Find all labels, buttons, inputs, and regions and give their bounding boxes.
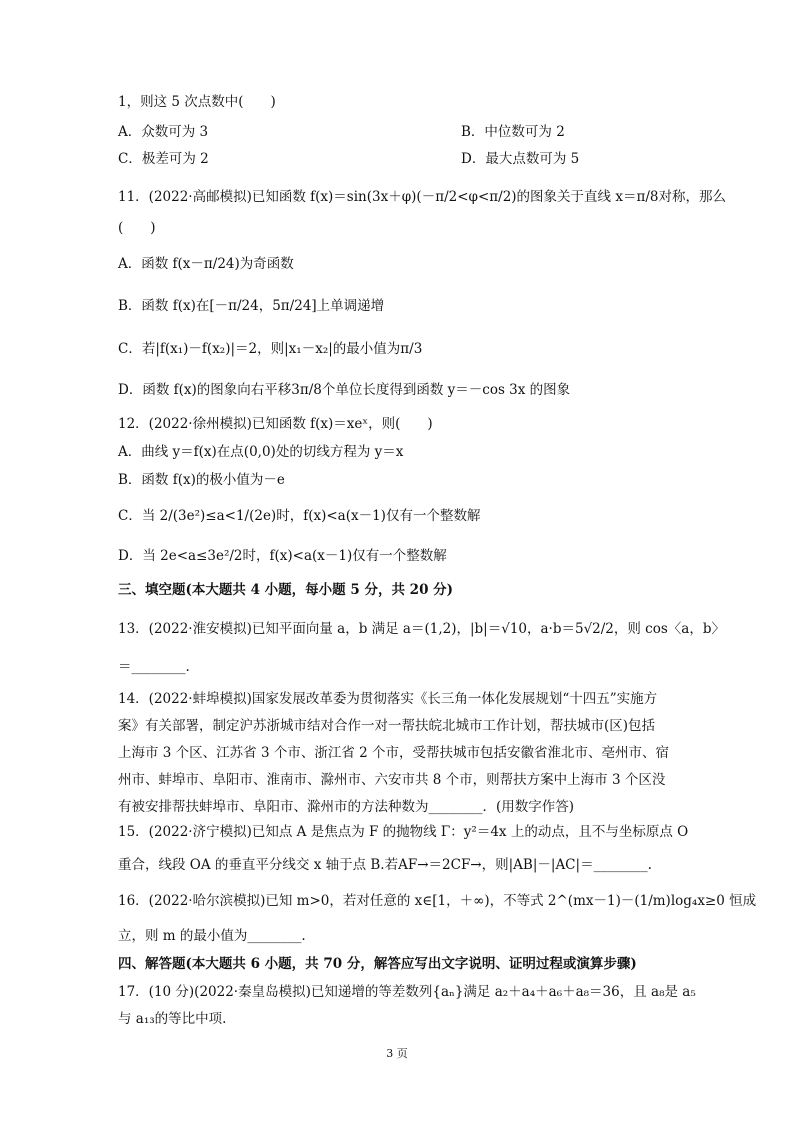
q10-options-row1 (118, 122, 565, 142)
q13-stem: 13．(2022·淮安模拟)已知平面向量 a，b 满足 a＝(1,2)，|b|＝√10，a·b＝5√2/2，则 cos〈a，b〉 (118, 621, 725, 637)
q12-stem: 12．(2022·徐州模拟)已知函数 f(x)＝xeˣ，则( ) (118, 416, 433, 432)
q11-stem: 11．(2022·高邮模拟)已知函数 f(x)＝sin(3x＋φ)(－π/2<φ<π/2)的图象关于直线 x＝π/8对称，那么 (118, 189, 726, 205)
q10-options-row2 (118, 149, 580, 169)
q14-line-3: 上海市 3 个区、江苏省 3 个市、浙江省 2 个市，受帮扶城市包括安徽省淮北市、亳州市、宿 (118, 745, 670, 761)
section-heading-solutions: 四、解答题(本大题共 6 小题，共 70 分，解答应写出文字说明、证明过程或演算步骤) (118, 956, 637, 972)
q11-option-c: C．若|f(x₁)－f(x₂)|＝2，则|x₁－x₂|的最小值为π/3 (118, 341, 423, 357)
q12-option-d: D．当 2e<a≤3e²/2时，f(x)<a(x－1)仅有一个整数解 (118, 548, 447, 564)
q14-line-2: 案》有关部署，制定沪苏浙城市结对合作一对一帮扶皖北城市工作计划，帮扶城市(区)包括 (118, 718, 656, 734)
q16-line-2: 立，则 m 的最小值为________. (118, 928, 306, 944)
q12-option-b: B．函数 f(x)的极小值为－e (118, 472, 285, 488)
q11-stem-cont: ( ) (118, 220, 156, 236)
q11-option-a: A．函数 f(x－π/24)为奇函数 (118, 256, 294, 272)
section-heading-fill-blank: 三、填空题(本大题共 4 小题，每小题 5 分，共 20 分) (118, 582, 454, 598)
q15-line-2: 重合，线段 OA 的垂直平分线交 x 轴于点 B.若AF→＝2CF→，则|AB|－|AC|＝________. (118, 857, 652, 873)
q17-line-2: 与 a₁₃的等比中项. (118, 1011, 227, 1027)
q15-line-1: 15．(2022·济宁模拟)已知点 A 是焦点为 F 的抛物线 Γ：y²＝4x 上的动点，且不与坐标原点 O (118, 824, 689, 840)
q10-option-d: D．最大点数可为 5 (461, 151, 580, 167)
q10-option-c: C．极差可为 2 (118, 151, 209, 167)
q10-option-b: B．中位数可为 2 (461, 124, 565, 140)
page-number: 3 页 (386, 1047, 408, 1060)
q13-answer-blank: ＝________. (118, 659, 190, 675)
q14-line-5: 有被安排帮扶蚌埠市、阜阳市、滁州市的方法种数为________．(用数字作答) (118, 799, 575, 815)
q10-option-a: A．众数可为 3 (118, 124, 209, 140)
q11-option-b: B．函数 f(x)在[－π/24，5π/24]上单调递增 (118, 298, 385, 314)
q17-line-1: 17．(10 分)(2022·秦皇岛模拟)已知递增的等差数列{aₙ}满足 a₂＋a₄＋a₆＋a₈＝36，且 a₈是 a₅ (118, 984, 696, 1000)
q11-option-d: D．函数 f(x)的图象向右平移3π/8个单位长度得到函数 y＝－cos 3x 的图象 (118, 382, 571, 398)
q14-line-4: 州市、蚌埠市、阜阳市、淮南市、滁州市、六安市共 8 个市，则帮扶方案中上海市 3 个区没 (118, 772, 666, 788)
q10-stem: 1，则这 5 次点数中( ) (118, 94, 276, 110)
q16-line-1: 16．(2022·哈尔滨模拟)已知 m>0，若对任意的 x∈[1，＋∞)，不等式 2^(mx－1)－(1/m)log₄x≥0 恒成 (118, 893, 757, 909)
q12-option-a: A．曲线 y＝f(x)在点(0,0)处的切线方程为 y＝x (118, 444, 404, 460)
q14-line-1: 14．(2022·蚌埠模拟)国家发展改革委为贯彻落实《长三角一体化发展规划“十四五”实施方 (118, 691, 658, 707)
q12-option-c: C．当 2/(3e²)≤a<1/(2e)时，f(x)<a(x－1)仅有一个整数解 (118, 508, 481, 524)
